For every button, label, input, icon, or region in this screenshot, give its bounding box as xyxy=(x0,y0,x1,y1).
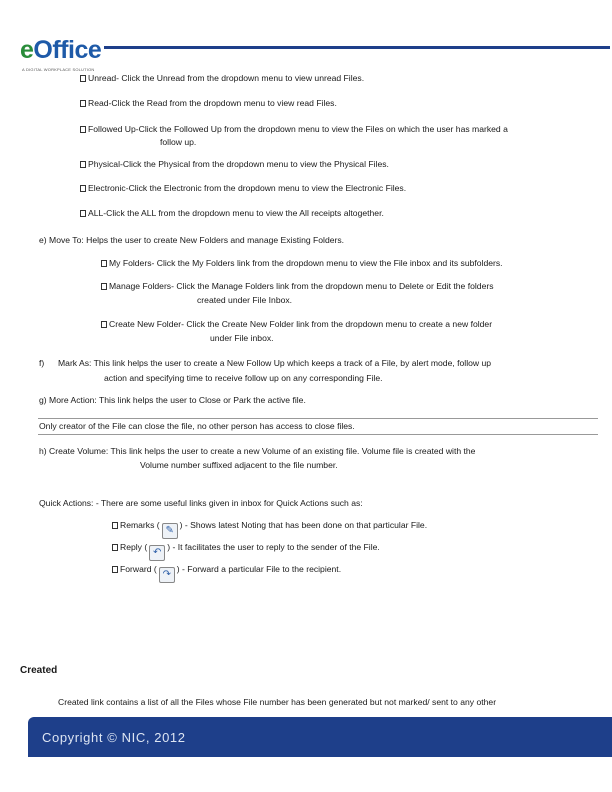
list-item-followed: Followed Up-Click the Followed Up from the dropdown menu to view the Files on which the user has marked a xyxy=(80,124,508,134)
logo-wordmark: eOffice xyxy=(20,36,102,64)
more-action-paragraph: g) More Action: This link helps the user to Close or Park the active file. xyxy=(39,395,306,405)
reply-icon: ↶ xyxy=(149,545,165,561)
bullet-icon xyxy=(112,544,118,551)
bullet-icon xyxy=(112,522,118,529)
create-volume-paragraph: h) Create Volume: This link helps the user to create a new Volume of an existing file. Volume file is created with the xyxy=(39,446,476,456)
list-item-forward: Forward ( ↷ ) - Forward a particular File to the recipient. xyxy=(112,560,341,583)
bullet-icon xyxy=(101,283,107,290)
bullet-icon xyxy=(80,185,86,192)
bullet-icon xyxy=(101,260,107,267)
mark-as-paragraph-cont: action and specifying time to receive follow up on any corresponding File. xyxy=(104,373,383,383)
list-item-electronic: Electronic-Click the Electronic from the dropdown menu to view the Electronic Files. xyxy=(80,183,406,193)
forward-icon: ↷ xyxy=(159,567,175,583)
bullet-icon xyxy=(112,566,118,573)
list-item-create-folder: Create New Folder- Click the Create New Folder link from the dropdown menu to create a new folder xyxy=(101,319,492,329)
create-volume-paragraph-cont: Volume number suffixed adjacent to the file number. xyxy=(140,460,338,470)
copyright-text: Copyright © NIC, 2012 xyxy=(42,730,186,745)
bullet-icon xyxy=(101,321,107,328)
list-item-remarks: Remarks ( ✎ ) - Shows latest Noting that has been done on that particular File. xyxy=(112,516,427,539)
list-item-reply: Reply ( ↶ ) - It facilitates the user to reply to the sender of the File. xyxy=(112,538,380,561)
mark-as-paragraph: Mark As: This link helps the user to create a New Follow Up which keeps a track of a File, by alert mode, follow up xyxy=(58,358,492,368)
header-band xyxy=(104,46,610,75)
bullet-icon xyxy=(80,210,86,217)
list-item-followed-cont: follow up. xyxy=(160,137,197,147)
list-item-all: ALL-Click the ALL from the dropdown menu to view the All receipts altogether. xyxy=(80,208,384,218)
remarks-icon: ✎ xyxy=(162,523,178,539)
note-text: Only creator of the File can close the file, no other person has access to close files. xyxy=(39,421,355,431)
mark-as-label: f) xyxy=(39,358,45,368)
divider-top xyxy=(38,418,598,419)
list-item-physical: Physical-Click the Physical from the dropdown menu to view the Physical Files. xyxy=(80,159,389,169)
created-heading: Created xyxy=(20,665,58,676)
bullet-icon xyxy=(80,126,86,133)
bullet-icon xyxy=(80,75,86,82)
list-item-unread: Unread- Click the Unread from the dropdown menu to view unread Files. xyxy=(80,73,364,83)
list-item-create-cont: under File inbox. xyxy=(210,333,274,343)
list-item-manage-cont: created under File Inbox. xyxy=(197,295,293,305)
list-item-read: Read-Click the Read from the dropdown menu to view read Files. xyxy=(80,98,337,108)
logo-tagline: A DIGITAL WORKPLACE SOLUTION xyxy=(22,67,95,72)
list-item-manage-folders: Manage Folders- Click the Manage Folders link from the dropdown menu to Delete or Edit the folders xyxy=(101,281,494,291)
footer-banner xyxy=(28,717,612,757)
move-to-paragraph: e) Move To: Helps the user to create New Folders and manage Existing Folders. xyxy=(39,235,345,245)
created-paragraph: Created link contains a list of all the Files whose File number has been generated but not marked/ sent to any other xyxy=(58,697,497,707)
bullet-icon xyxy=(80,100,86,107)
divider-bottom xyxy=(38,434,598,435)
list-item-my-folders: My Folders- Click the My Folders link from the dropdown menu to view the File inbox and its subfolders. xyxy=(101,258,503,268)
eoffice-logo xyxy=(20,36,110,74)
bullet-icon xyxy=(80,161,86,168)
quick-actions-paragraph: Quick Actions: - There are some useful links given in inbox for Quick Actions such as: xyxy=(39,498,363,508)
